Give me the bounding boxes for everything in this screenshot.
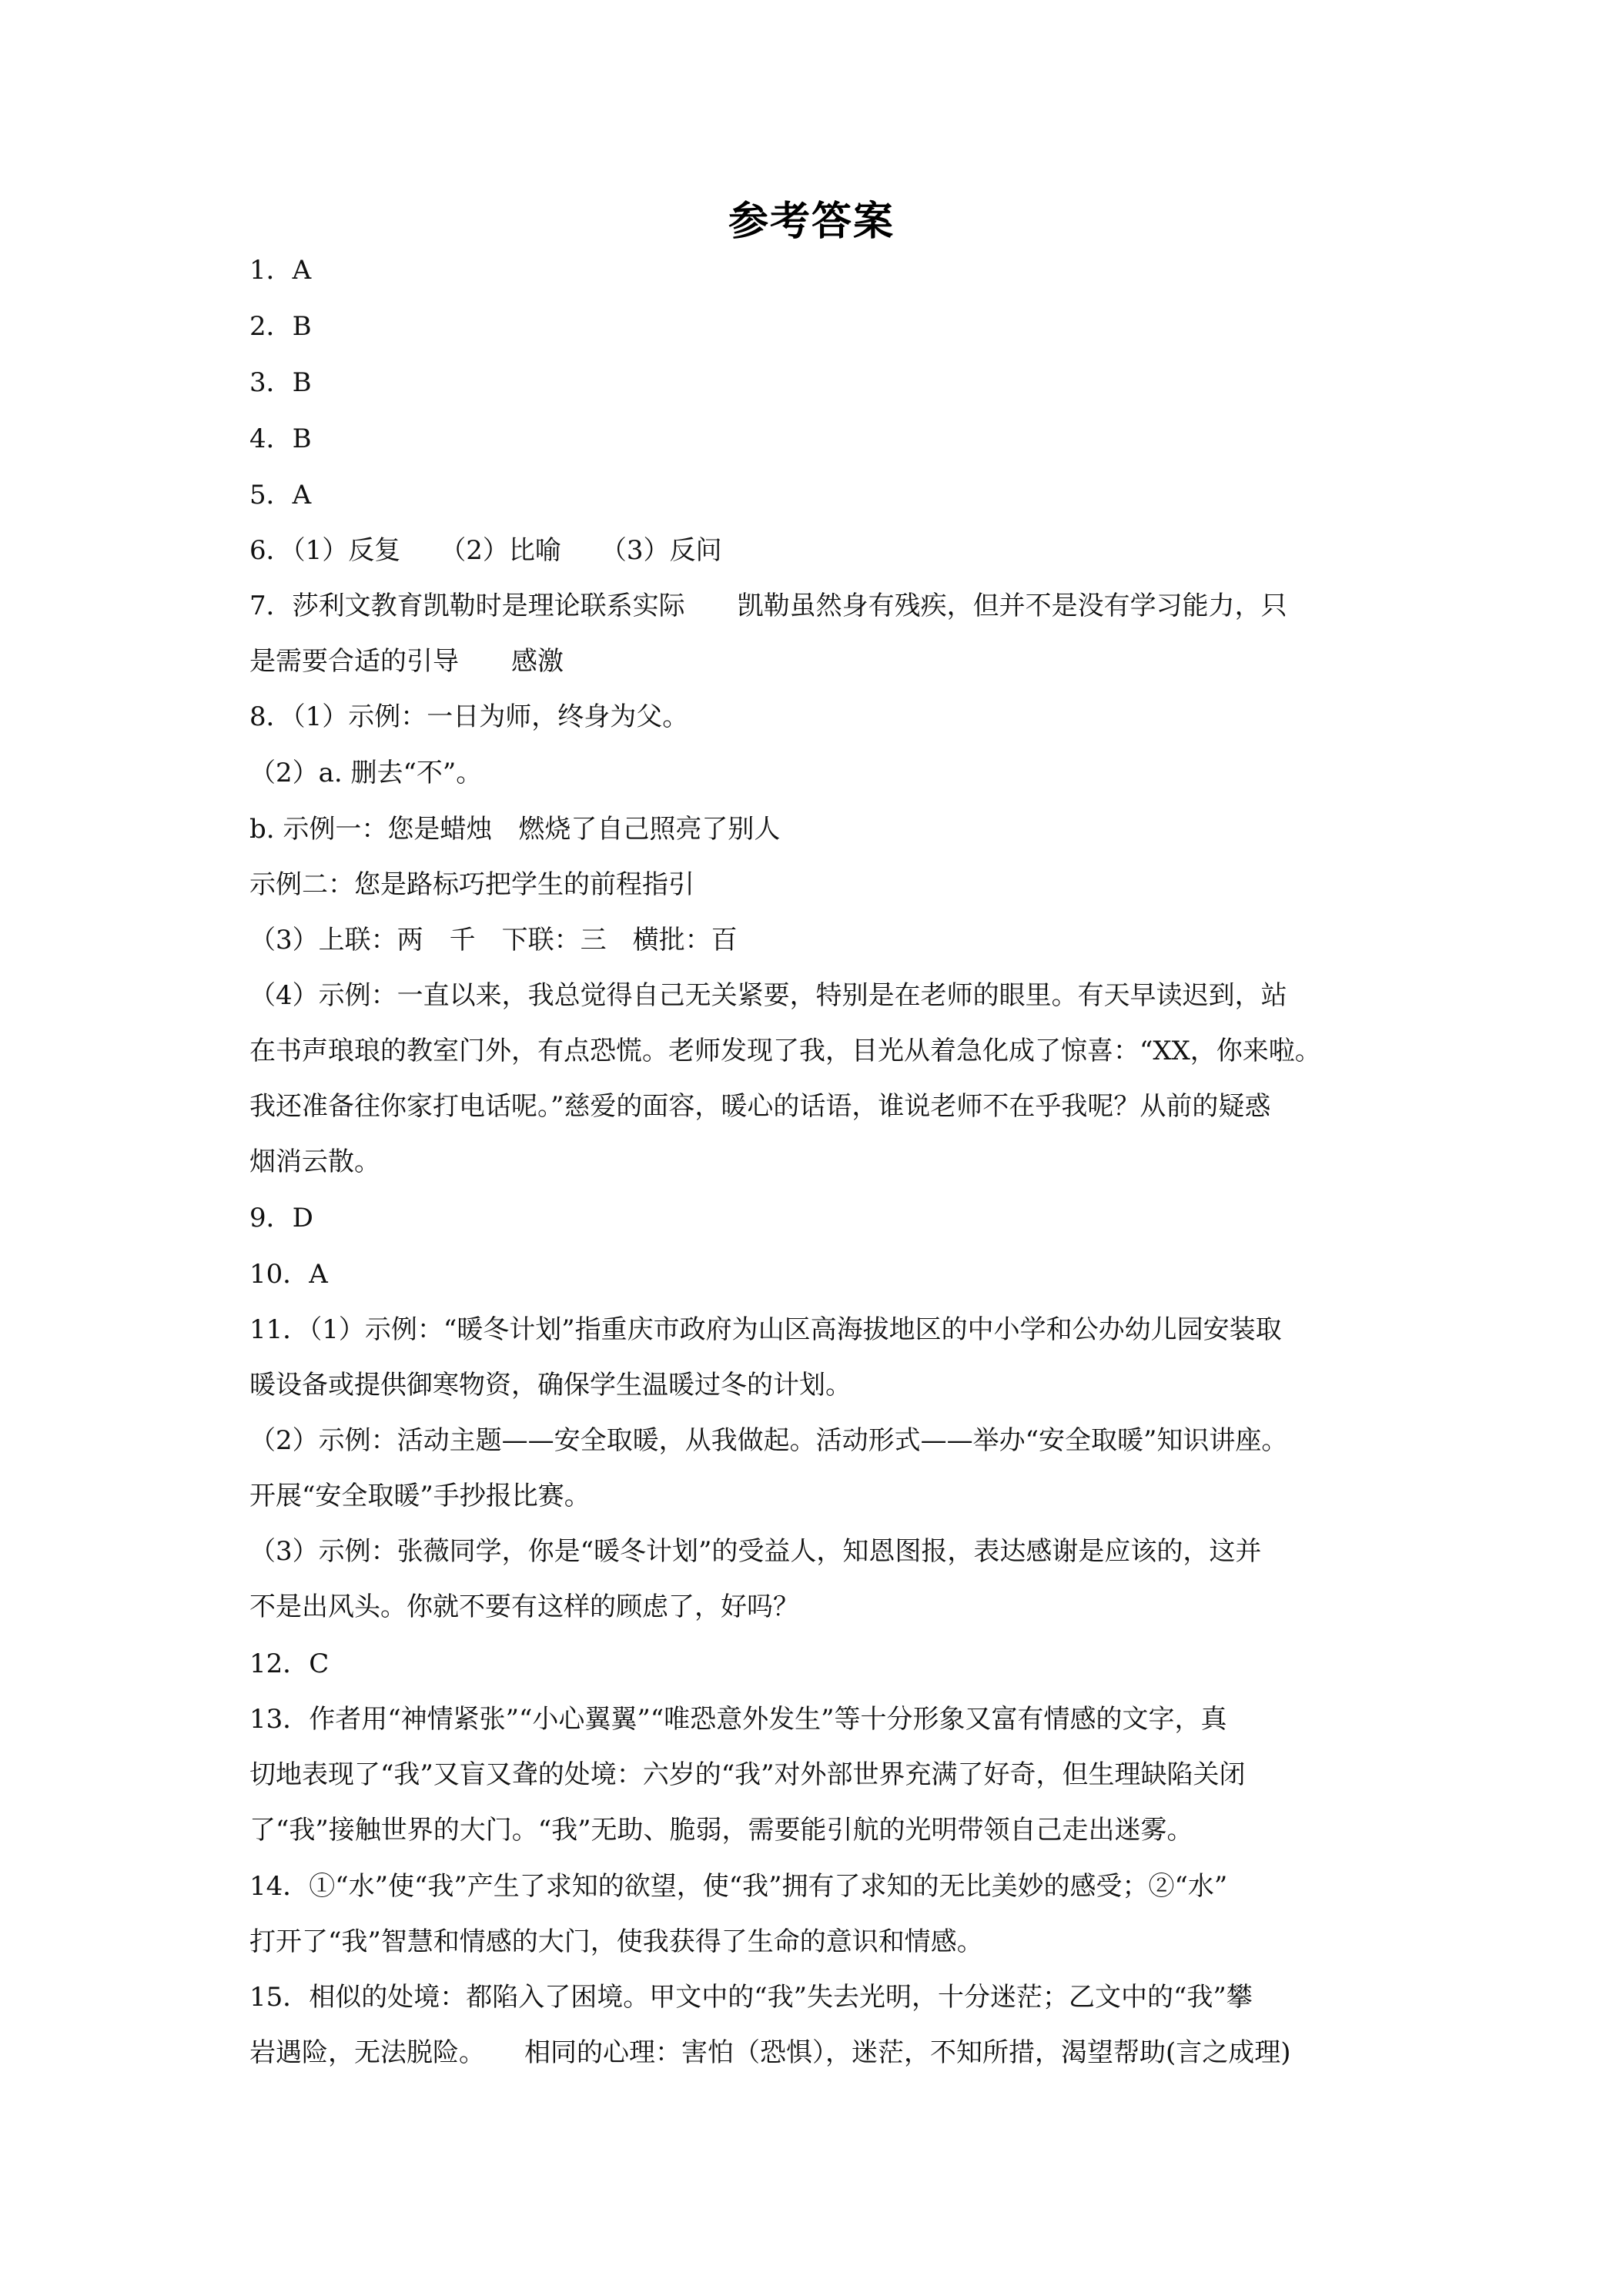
answer-line: （3）上联：两 千 下联：三 横批：百: [249, 925, 738, 956]
answer-line: 打开了“我”智慧和情感的大门，使我获得了生命的意识和情感。: [249, 1926, 983, 1957]
answer-line: 暖设备或提供御寒物资，确保学生温暖过冬的计划。: [249, 1370, 852, 1401]
answer-line: 岩遇险，无法脱险。 相同的心理：害怕（恐惧），迷茫，不知所措，渴望帮助(言之成理): [249, 2037, 1291, 2068]
answer-line: 是需要合适的引导 感激: [249, 646, 564, 677]
answer-line: （2）a. 删去“不”。: [249, 758, 483, 788]
answer-line: （2）示例：活动主题——安全取暖，从我做起。活动形式——举办“安全取暖”知识讲座。: [249, 1425, 1288, 1456]
answer-line: 10．A: [249, 1259, 328, 1290]
answer-line: 7．莎利文教育凯勒时是理论联系实际 凯勒虽然身有残疾，但并不是没有学习能力，只: [249, 591, 1287, 621]
answer-line: 4．B: [249, 423, 312, 454]
answer-line: 12．C: [249, 1648, 330, 1679]
answer-line: 11．（1）示例：“暖冬计划”指重庆市政府为山区高海拔地区的中小学和公办幼儿园安装取: [249, 1314, 1282, 1345]
answer-line: 13．作者用“神情紧张”“小心翼翼”“唯恐意外发生”等十分形象又富有情感的文字，真: [249, 1704, 1227, 1735]
answer-line: 示例二：您是路标巧把学生的前程指引: [249, 869, 694, 900]
answer-line: 14．①“水”使“我”产生了求知的欲望，使“我”拥有了求知的无比美妙的感受；②“水”: [249, 1871, 1228, 1902]
answer-line: 不是出风头。你就不要有这样的顾虑了，好吗？: [249, 1591, 799, 1622]
page-title: 参考答案: [728, 199, 895, 245]
answer-line: 切地表现了“我”又盲又聋的处境：六岁的“我”对外部世界充满了好奇，但生理缺陷关闭: [249, 1759, 1246, 1790]
answer-line: 2．B: [249, 311, 312, 342]
answer-line: 了“我”接触世界的大门。“我”无助、脆弱，需要能引航的光明带领自己走出迷雾。: [249, 1815, 1193, 1846]
answer-line: 8．（1）示例：一日为师，终身为父。: [249, 701, 689, 732]
answer-line: 开展“安全取暖”手抄报比赛。: [249, 1481, 591, 1511]
answer-line: 烟消云散。: [249, 1146, 380, 1177]
answer-line: 3．B: [249, 367, 312, 398]
answer-line: 6．（1）反复 （2）比喻 （3）反问: [249, 535, 722, 566]
answer-line: 5．A: [249, 480, 312, 510]
answer-line: 9．D: [249, 1203, 313, 1233]
answer-line: 在书声琅琅的教室门外，有点恐慌。老师发现了我，目光从着急化成了惊喜：“XX，你来啦。: [249, 1036, 1321, 1066]
answer-line: 1．A: [249, 255, 312, 286]
answer-line: b. 示例一：您是蜡烛 燃烧了自己照亮了别人: [249, 814, 781, 845]
answer-line: （3）示例：张薇同学，你是“暖冬计划”的受益人，知恩图报，表达感谢是应该的，这并: [249, 1536, 1262, 1567]
answer-line: 15．相似的处境：都陷入了困境。甲文中的“我”失去光明，十分迷茫；乙文中的“我”攀: [249, 1982, 1253, 2013]
answer-line: 我还准备往你家打电话呢。”慈爱的面容，暖心的话语，谁说老师不在乎我呢？从前的疑惑: [249, 1091, 1271, 1122]
answer-line: （4）示例：一直以来，我总觉得自己无关紧要，特别是在老师的眼里。有天早读迟到，站: [249, 980, 1287, 1011]
